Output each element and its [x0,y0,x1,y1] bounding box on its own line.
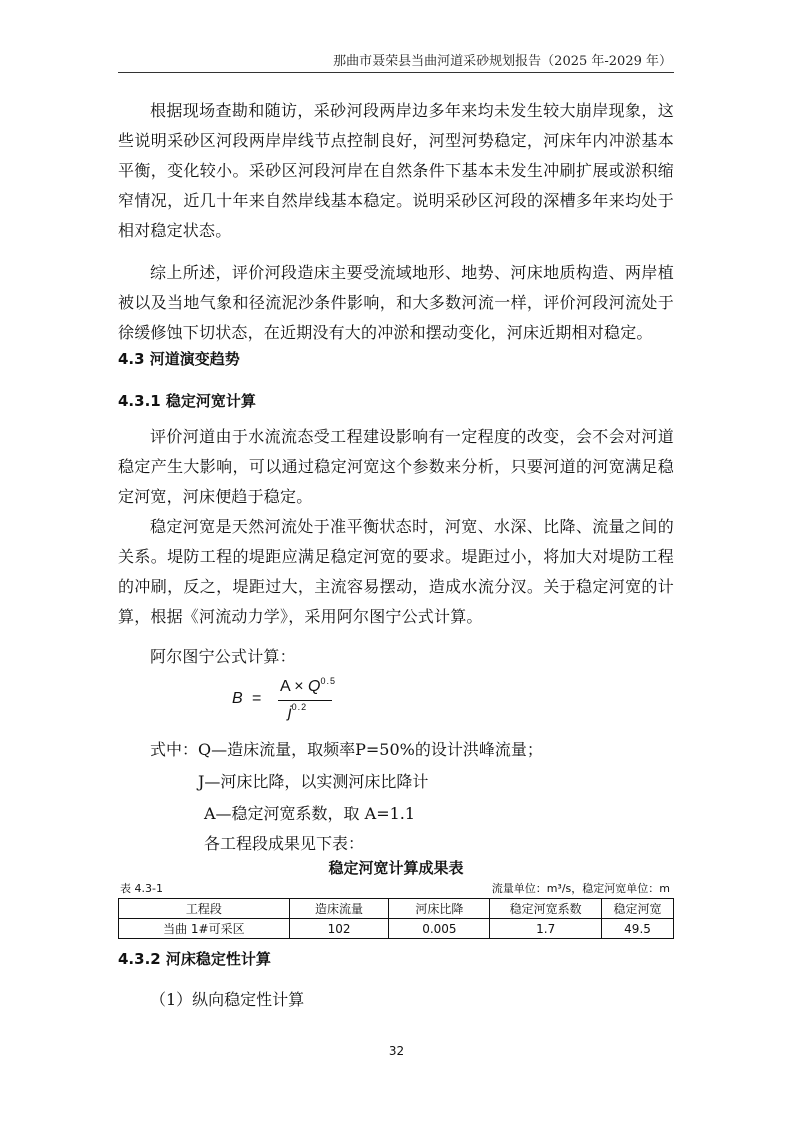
header-rule [118,72,674,73]
formula-q-exponent: 0.5 [320,676,336,686]
definition-j: J—河床比降，以实测河床比降计 [198,772,429,791]
table-number: 表 4.3-1 [120,882,163,895]
paragraph-stable-width-definition: 稳定河宽是天然河流处于准平衡状态时，河宽、水深、比降、流量之间的关系。堤防工程的堤距应满足稳定河宽的要求。堤距过小，将加大对堤防工程的冲刷，反之，堤距过大，主流容易摆动，造成水流分汊。关于稳定河宽的计算，根据《河流动力学》，采用阿尔图宁公式计算。 [118,517,674,626]
cell-stable-width: 49.5 [602,919,674,939]
definition-q: 式中：Q—造床流量，取频率P=50%的设计洪峰流量； [150,740,543,759]
page-number: 32 [388,1044,405,1058]
definition-a: A—稳定河宽系数，取 A=1.1 [204,804,416,823]
formula-equals: = [252,690,262,707]
running-header: 那曲市聂荣县当曲河道采砂规划报告（2025 年-2029 年） [333,54,672,69]
table-unit-note: 流量单位：m³/s，稳定河宽单位：m [491,882,670,895]
cell-slope: 0.005 [389,919,490,939]
altunin-formula [232,676,362,726]
paragraph-formula-lead: 阿尔图宁公式计算： [150,647,296,666]
formula-numerator [280,676,336,696]
cell-section: 当曲 1#可采区 [119,919,290,939]
paragraph-summary: 综上所述，评价河段造床主要受流域地形、地势、河床地质构造、两岸植被以及当地气象和径流泥沙条件影响，和大多数河流一样，评价河段河流处于徐缓修蚀下切状态，在近期没有大的冲淤和摆动变化，河床近期相对稳定。 [118,263,674,342]
cell-discharge: 102 [289,919,389,939]
table-header-row [119,899,674,919]
col-header-coefficient: 稳定河宽系数 [490,899,602,919]
table-title: 稳定河宽计算成果表 [328,859,464,877]
formula-coefficient: A × [280,678,309,695]
heading-4-3: 4.3 河道演变趋势 [118,350,240,368]
cell-coefficient: 1.7 [490,919,602,939]
paragraph-stable-width-intro: 评价河道由于水流流态受工程建设影响有一定程度的改变，会不会对河道稳定产生大影响，可以通过稳定河宽这个参数来分析，只要河道的河宽满足稳定河宽，河床便趋于稳定。 [118,427,674,506]
col-header-slope: 河床比降 [389,899,490,919]
formula-denominator [288,702,307,722]
paragraph-bank-stability: 根据现场查勘和随访，采砂河段两岸边多年来均未发生较大崩岸现象，这些说明采砂区河段两岸岸线节点控制良好，河型河势稳定，河床年内冲淤基本平衡，变化较小。采砂区河段河岸在自然条件下基本未发生冲刷扩展或淤积缩窄情况，近几十年来自然岸线基本稳定。说明采砂区河段的深槽多年来均处于相对稳定状态。 [118,101,674,240]
subsection-longitudinal: （1）纵向稳定性计算 [150,990,305,1009]
formula-j-exponent: 0.2 [291,702,308,712]
table-lead: 各工程段成果见下表： [204,834,365,853]
heading-4-3-1: 4.3.1 稳定河宽计算 [118,392,256,410]
heading-4-3-2: 4.3.2 河床稳定性计算 [118,950,271,968]
formula-fraction-bar [278,700,332,701]
formula-j: j [288,704,292,721]
stable-width-table [118,898,674,939]
formula-q: Q [308,678,321,695]
formula-lhs: B [232,690,243,707]
table-row [119,919,674,939]
col-header-stable-width: 稳定河宽 [602,899,674,919]
col-header-discharge: 造床流量 [289,899,389,919]
col-header-section: 工程段 [119,899,290,919]
